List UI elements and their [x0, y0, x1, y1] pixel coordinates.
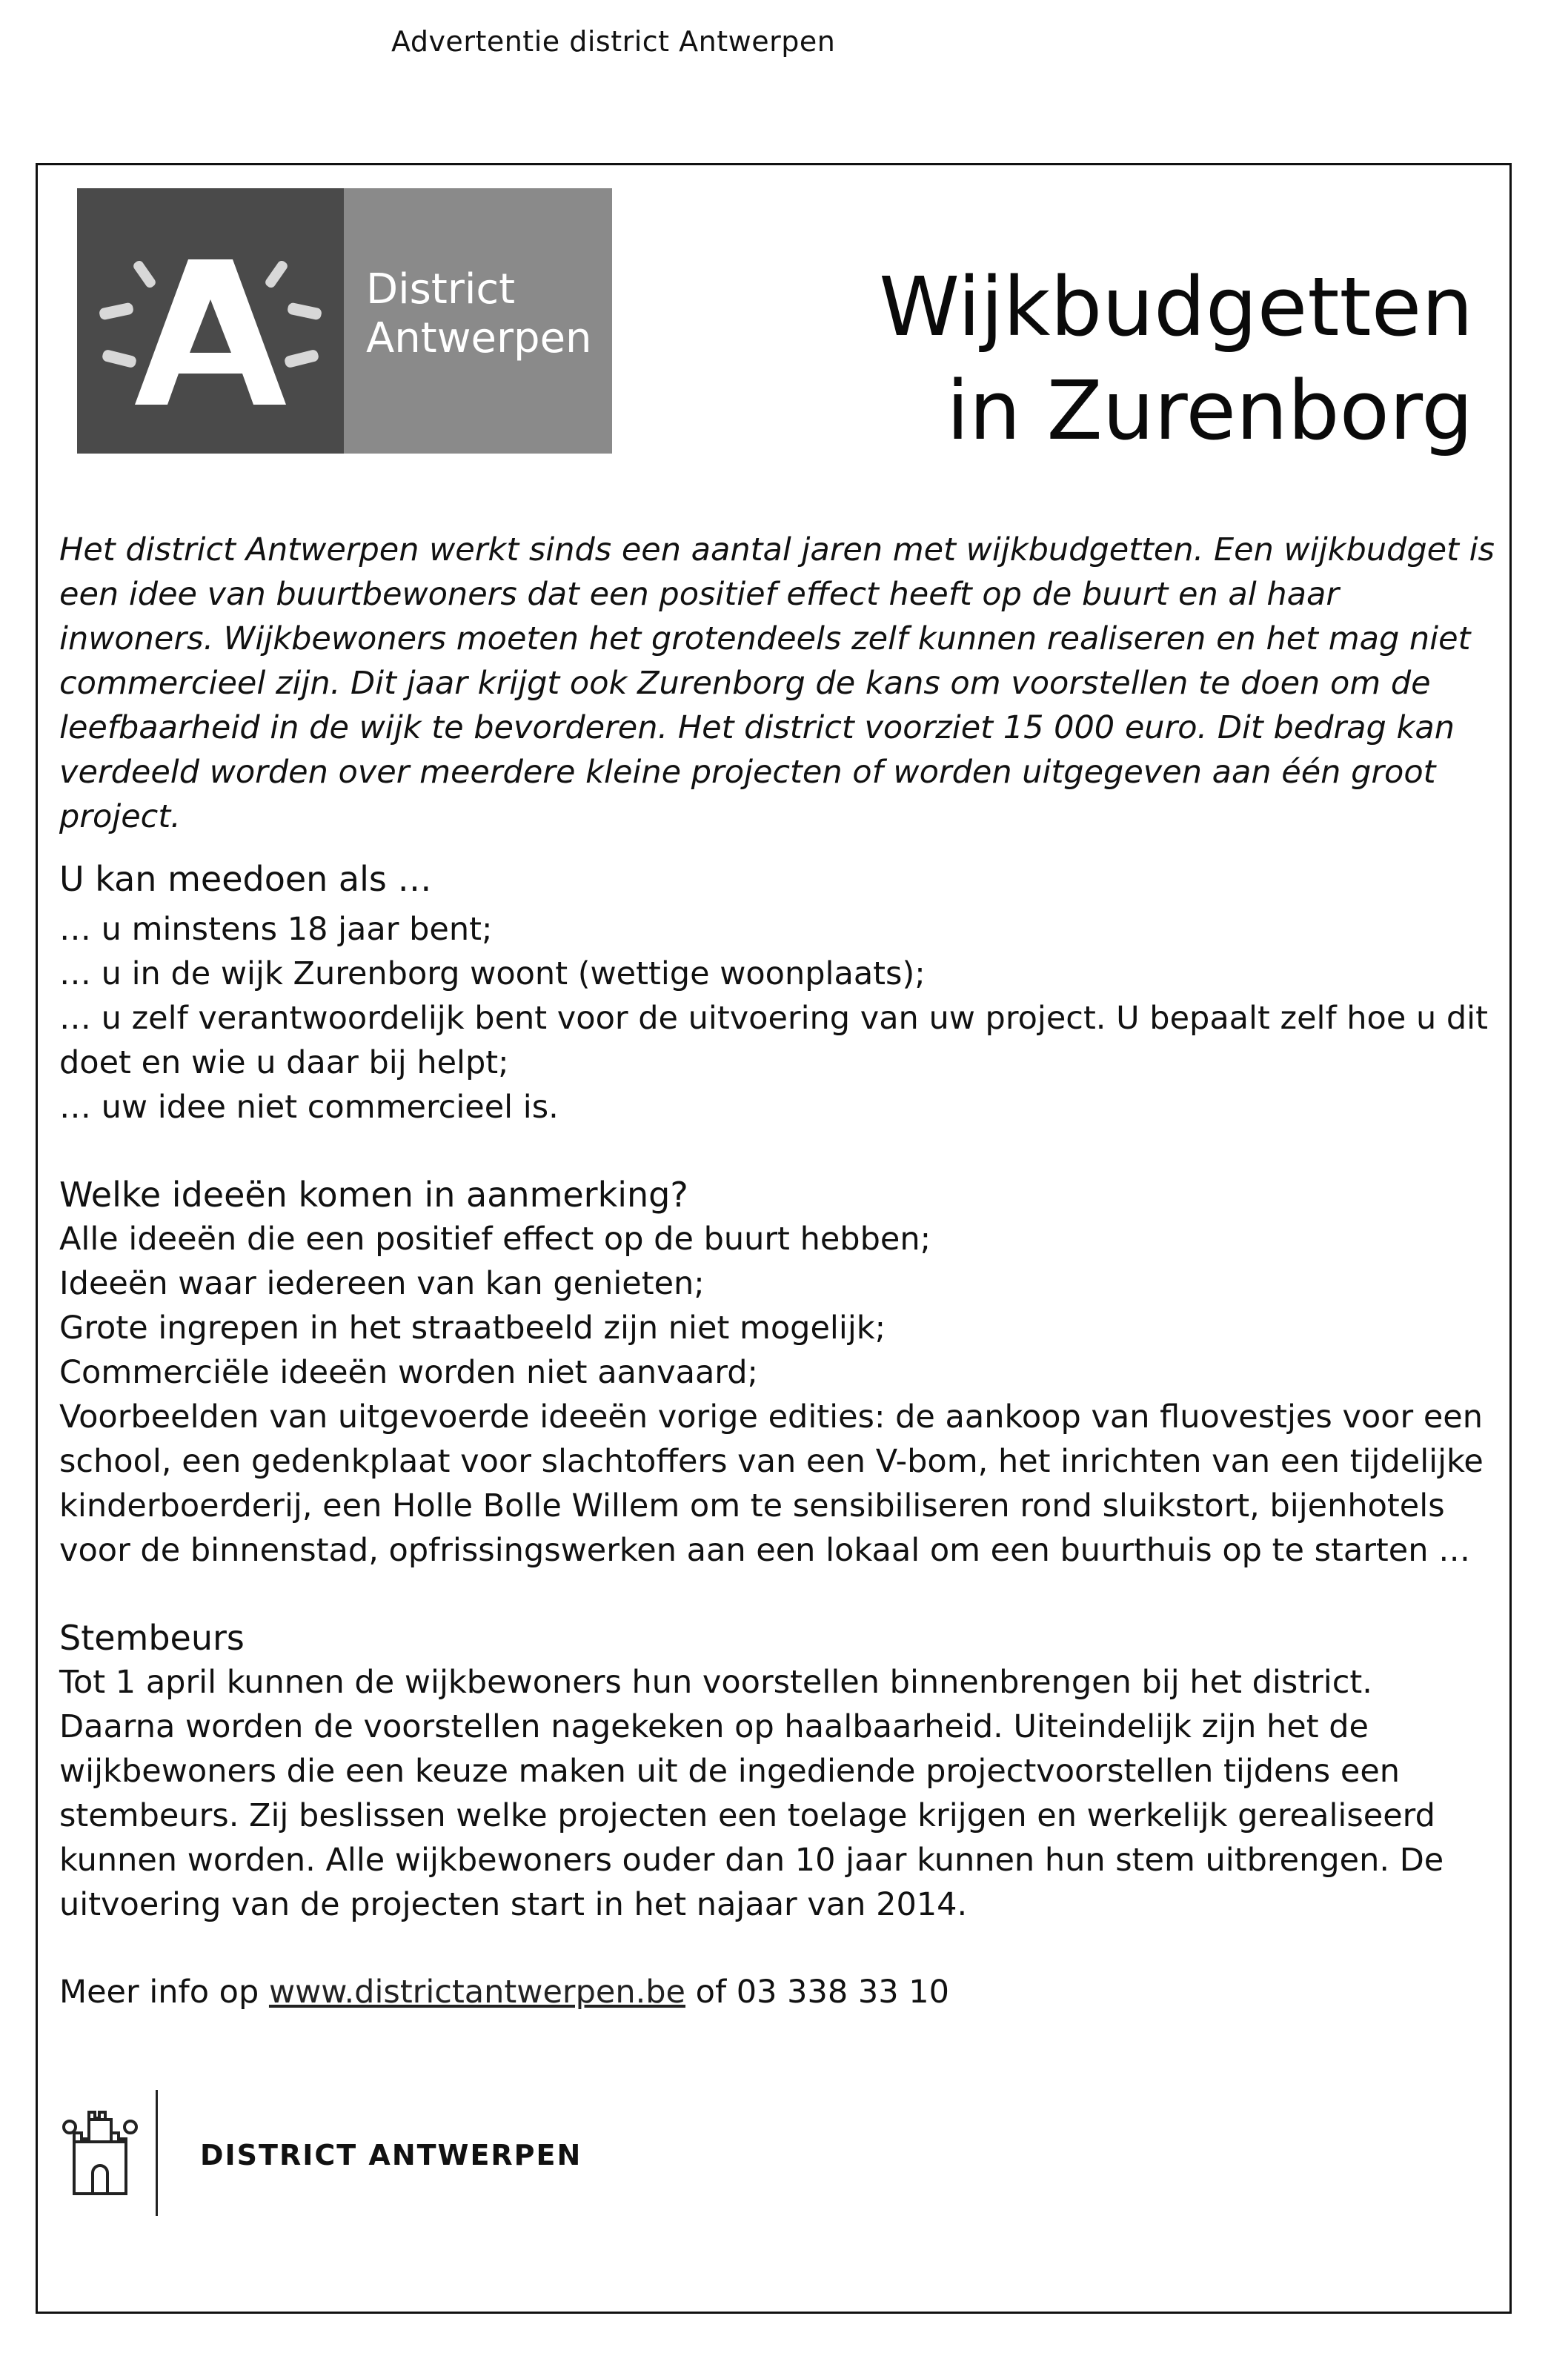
more-info [59, 1970, 1497, 2014]
district-logo [77, 188, 612, 454]
footer-divider [156, 2090, 158, 2216]
participate-heading: U kan meedoen als … [59, 859, 432, 899]
participate-item: … u minstens 18 jaar bent; [59, 911, 493, 948]
logo-line-1: District [366, 265, 516, 313]
vote-heading: Stembeurs [59, 1618, 245, 1658]
logo-wordmark [344, 188, 612, 454]
castle-crest-icon [59, 2097, 141, 2209]
ideas-item: Alle ideeën die een positief effect op de buurt hebben; [59, 1221, 931, 1258]
vote-paragraph: Tot 1 april kunnen de wijkbewoners hun voorstellen binnenbrengen bij het district. Daarna worden de voorstellen nagekeken op haalbaarheid. Uiteindelijk zijn het de wijkbewoners die een keuze maken uit de ingediende projectvoorstellen tijdens een stembeurs. Zij beslissen welke projecten een toelage krijgen en werkelijk gerealiseerd kunnen worden. Alle wijkbewoners ouder dan 10 jaar kunnen hun stem uitbrengen. De uitvoering van de projecten start in het najaar van 2014. [59, 1664, 1444, 1923]
participate-item: … u in de wijk Zurenborg woont (wettige woonplaats); [59, 955, 926, 992]
ad-label: Advertentie district Antwerpen [391, 25, 836, 58]
page-title [879, 255, 1473, 462]
ideas-heading: Welke ideeën komen in aanmerking? [59, 1175, 688, 1215]
district-a-icon [77, 188, 344, 454]
participate-item: … u zelf verantwoordelijk bent voor de uitvoering van uw project. U bepaalt zelf hoe u dit doet en wie u daar bij helpt; [59, 1000, 1488, 1081]
ideas-item: Commerciële ideeën worden niet aanvaard; [59, 1354, 758, 1391]
logo-line-2: Antwerpen [366, 314, 592, 362]
ideas-item: Ideeën waar iedereen van kan genieten; [59, 1265, 705, 1302]
title-line-2: in Zurenborg [946, 363, 1473, 458]
title-line-1: Wijkbudgetten [879, 259, 1473, 354]
ideas-item: Voorbeelden van uitgevoerde ideeën vorige edities: de aankoop van fluovestjes voor een school, een gedenkplaat voor slachtoffers van een V-bom, het inrichten van een tijdelijke kinderboerderij, een Holle Bolle Willem om te sensibiliseren rond sluikstort, bijenhotels voor de binnenstad, opfrissingswerken aan een lokaal om een buurthuis op te starten … [59, 1398, 1484, 1569]
more-info-prefix: Meer info op [59, 1974, 269, 2011]
article-body [59, 528, 1497, 2014]
intro-paragraph: Het district Antwerpen werkt sinds een aantal jaren met wijkbudgetten. Een wijkbudget is een idee van buurtbewoners dat een positief effect heeft op de buurt en al haar inwoners. Wijkbewoners moeten het grotendeels zelf kunnen realiseren en het mag niet commercieel zijn. Dit jaar krijgt ook Zurenborg de kans om voorstellen te doen om de leefbaarheid in de wijk te bevorderen. Het district voorziet 15 000 euro. Dit bedrag kan verdeeld worden over meerdere kleine projecten of worden uitgegeven aan één groot project. [59, 531, 1495, 835]
ideas-item: Grote ingrepen in het straatbeeld zijn niet mogelijk; [59, 1310, 886, 1347]
footer-name: DISTRICT ANTWERPEN [200, 2139, 582, 2171]
more-info-suffix: of 03 338 33 10 [685, 1974, 950, 2011]
website-link[interactable]: www.districtantwerpen.be [268, 1974, 685, 2011]
participate-item: … uw idee niet commercieel is. [59, 1089, 559, 1126]
logo-mark [77, 188, 344, 454]
footer [59, 2083, 800, 2216]
